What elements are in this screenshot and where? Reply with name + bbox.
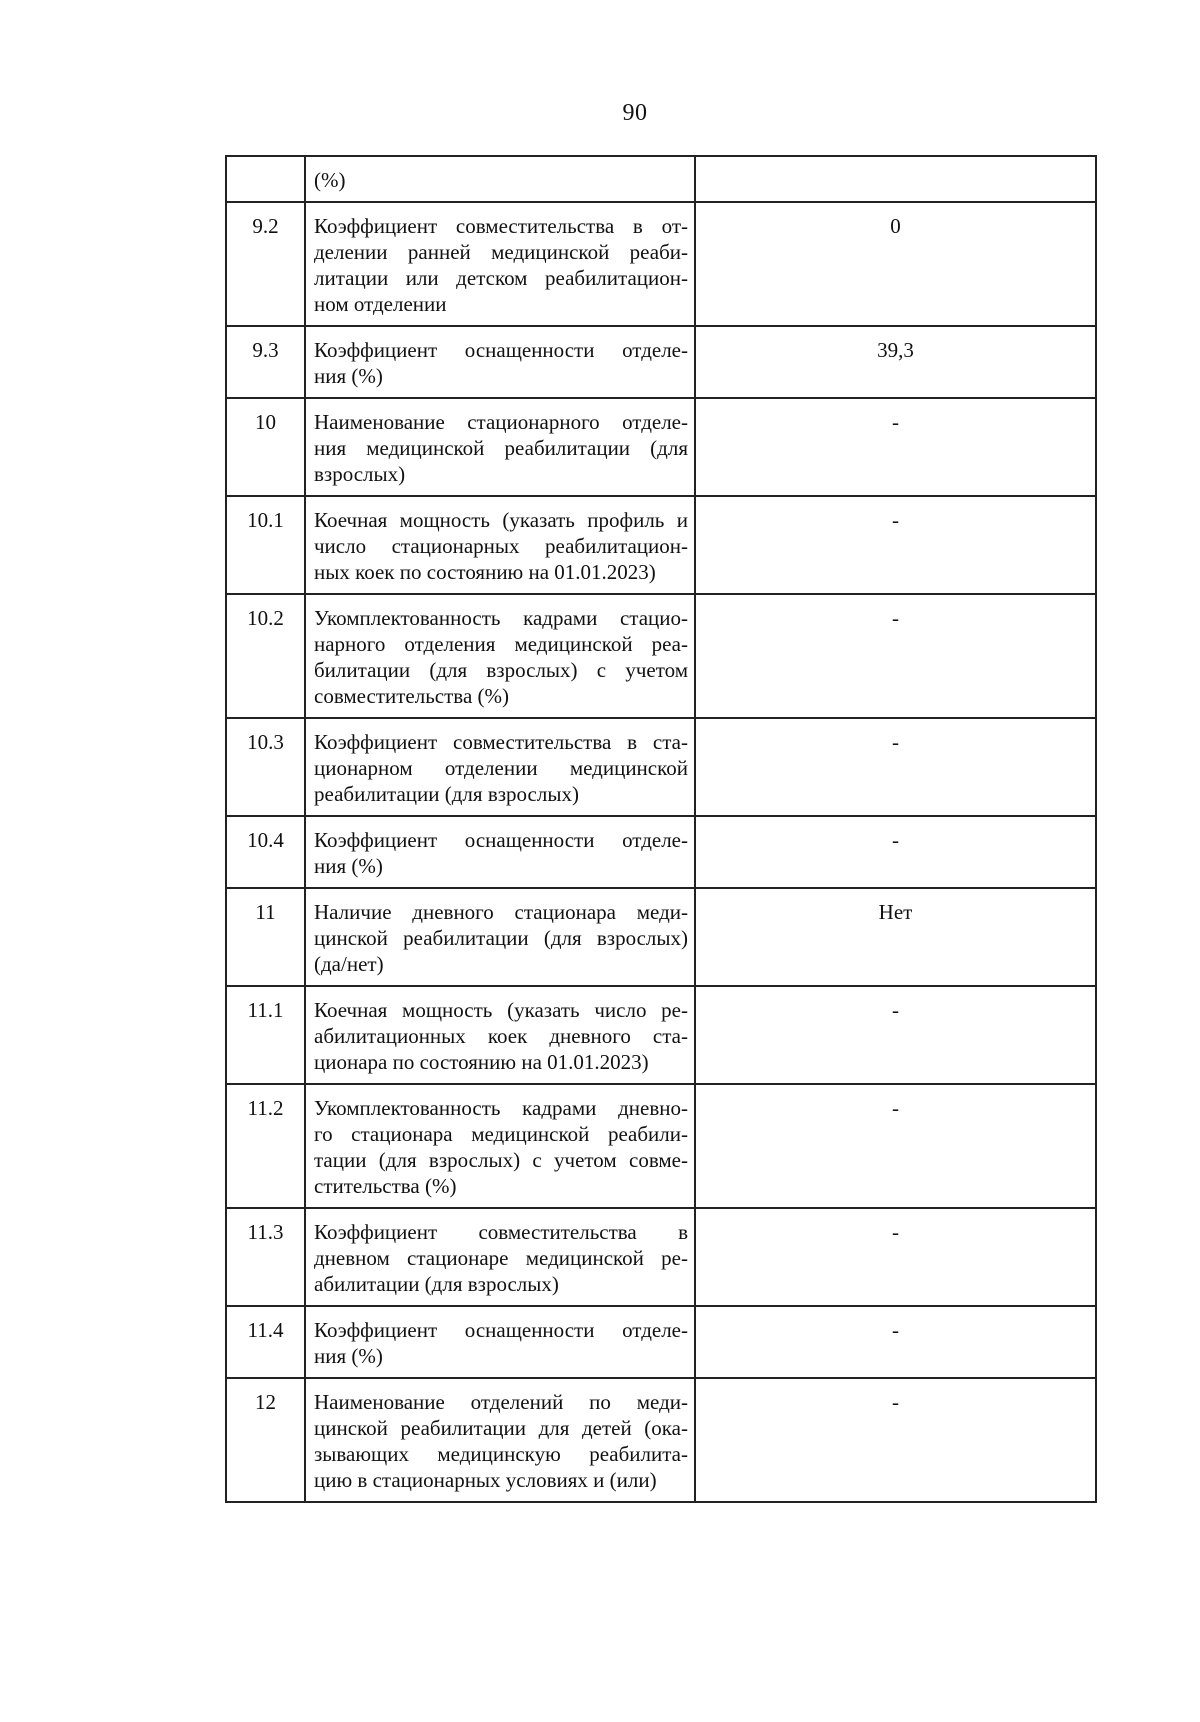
row-description-cell bbox=[305, 398, 695, 496]
table-row bbox=[226, 594, 1096, 718]
row-description-cell bbox=[305, 326, 695, 398]
table-row bbox=[226, 986, 1096, 1084]
table-row bbox=[226, 398, 1096, 496]
description-line: ния (%) bbox=[314, 1344, 383, 1368]
description-line: литации или детском реабилитацион- bbox=[314, 266, 688, 290]
row-number-cell: 10.3 bbox=[226, 718, 305, 816]
row-value-cell: - bbox=[695, 1208, 1096, 1306]
row-description-cell bbox=[305, 1208, 695, 1306]
description-line: цинской реабилитации для детей (ока- bbox=[314, 1416, 688, 1440]
description-line: стительства (%) bbox=[314, 1174, 457, 1198]
description-line: Укомплектованность кадрами дневно- bbox=[314, 1096, 688, 1120]
table-row bbox=[226, 326, 1096, 398]
row-value-cell: 39,3 bbox=[695, 326, 1096, 398]
table-body bbox=[226, 156, 1096, 1502]
description-line: Коэффициент оснащенности отделе- bbox=[314, 1318, 688, 1342]
description-line: Коэффициент совместительства в ста- bbox=[314, 730, 688, 754]
description-line: делении ранней медицинской реаби- bbox=[314, 240, 688, 264]
description-line: Коэффициент совместительства в от- bbox=[314, 214, 688, 238]
description-line: абилитационных коек дневного ста- bbox=[314, 1024, 688, 1048]
row-value-cell: - bbox=[695, 816, 1096, 888]
description-line: Коечная мощность (указать число ре- bbox=[314, 998, 688, 1022]
description-line: нарного отделения медицинской реа- bbox=[314, 632, 688, 656]
row-description-cell bbox=[305, 888, 695, 986]
row-number-cell: 10.1 bbox=[226, 496, 305, 594]
description-line: совместительства (%) bbox=[314, 684, 509, 708]
row-description-cell bbox=[305, 1306, 695, 1378]
description-line: цинской реабилитации (для взрослых) bbox=[314, 926, 688, 950]
row-value-cell bbox=[695, 156, 1096, 202]
table-row bbox=[226, 496, 1096, 594]
row-value-cell: - bbox=[695, 398, 1096, 496]
row-value-cell: - bbox=[695, 594, 1096, 718]
row-number-cell bbox=[226, 156, 305, 202]
description-line: число стационарных реабилитацион- bbox=[314, 534, 688, 558]
row-number-cell: 12 bbox=[226, 1378, 305, 1502]
row-number-cell: 11 bbox=[226, 888, 305, 986]
row-number-cell: 11.2 bbox=[226, 1084, 305, 1208]
row-description-cell bbox=[305, 1378, 695, 1502]
row-value-cell: - bbox=[695, 718, 1096, 816]
description-line: ционарном отделении медицинской bbox=[314, 756, 688, 780]
row-description-cell bbox=[305, 496, 695, 594]
row-description-cell bbox=[305, 202, 695, 326]
row-number-cell: 10.4 bbox=[226, 816, 305, 888]
row-value-cell: - bbox=[695, 1378, 1096, 1502]
row-value-cell: Нет bbox=[695, 888, 1096, 986]
row-value-cell: - bbox=[695, 1084, 1096, 1208]
description-line: зывающих медицинскую реабилита- bbox=[314, 1442, 688, 1466]
description-line: реабилитации (для взрослых) bbox=[314, 782, 579, 806]
description-line: го стационара медицинской реабили- bbox=[314, 1122, 688, 1146]
description-line: ных коек по состоянию на 01.01.2023) bbox=[314, 560, 656, 584]
description-line: ном отделении bbox=[314, 292, 447, 316]
description-line: тации (для взрослых) с учетом совме- bbox=[314, 1148, 688, 1172]
description-line: взрослых) bbox=[314, 462, 406, 486]
row-number-cell: 10.2 bbox=[226, 594, 305, 718]
row-value-cell: - bbox=[695, 1306, 1096, 1378]
page-number: 90 bbox=[622, 100, 648, 126]
table-row bbox=[226, 1208, 1096, 1306]
row-number-cell: 11.3 bbox=[226, 1208, 305, 1306]
description-line: Коэффициент оснащенности отделе- bbox=[314, 338, 688, 362]
description-line: абилитации (для взрослых) bbox=[314, 1272, 559, 1296]
row-description-cell bbox=[305, 156, 695, 202]
row-number-cell: 9.3 bbox=[226, 326, 305, 398]
table-row bbox=[226, 1084, 1096, 1208]
row-description-cell bbox=[305, 594, 695, 718]
row-number-cell: 9.2 bbox=[226, 202, 305, 326]
description-line: Коечная мощность (указать профиль и bbox=[314, 508, 688, 532]
table-row bbox=[226, 1306, 1096, 1378]
table-row bbox=[226, 816, 1096, 888]
description-line: Коэффициент оснащенности отделе- bbox=[314, 828, 688, 852]
row-description-cell bbox=[305, 816, 695, 888]
table-row bbox=[226, 156, 1096, 202]
description-line: ния (%) bbox=[314, 364, 383, 388]
row-description-cell bbox=[305, 986, 695, 1084]
row-number-cell: 10 bbox=[226, 398, 305, 496]
description-line: Коэффициент совместительства в bbox=[314, 1220, 688, 1244]
description-line: Наименование стационарного отделе- bbox=[314, 410, 688, 434]
row-number-cell: 11.4 bbox=[226, 1306, 305, 1378]
row-value-cell: - bbox=[695, 986, 1096, 1084]
description-line: (%) bbox=[314, 168, 346, 192]
row-number-cell: 11.1 bbox=[226, 986, 305, 1084]
indicators-table bbox=[225, 155, 1097, 1503]
description-line: Укомплектованность кадрами стацио- bbox=[314, 606, 688, 630]
description-line: Наличие дневного стационара меди- bbox=[314, 900, 688, 924]
description-line: ния (%) bbox=[314, 854, 383, 878]
description-line: Наименование отделений по меди- bbox=[314, 1390, 688, 1414]
description-line: ционара по состоянию на 01.01.2023) bbox=[314, 1050, 649, 1074]
description-line: дневном стационаре медицинской ре- bbox=[314, 1246, 688, 1270]
table-row bbox=[226, 1378, 1096, 1502]
description-line: (да/нет) bbox=[314, 952, 384, 976]
description-line: ния медицинской реабилитации (для bbox=[314, 436, 688, 460]
table-row bbox=[226, 888, 1096, 986]
description-line: цию в стационарных условиях и (или) bbox=[314, 1468, 657, 1492]
table-row bbox=[226, 718, 1096, 816]
row-description-cell bbox=[305, 1084, 695, 1208]
table-row bbox=[226, 202, 1096, 326]
row-description-cell bbox=[305, 718, 695, 816]
row-value-cell: - bbox=[695, 496, 1096, 594]
description-line: билитации (для взрослых) с учетом bbox=[314, 658, 688, 682]
row-value-cell: 0 bbox=[695, 202, 1096, 326]
